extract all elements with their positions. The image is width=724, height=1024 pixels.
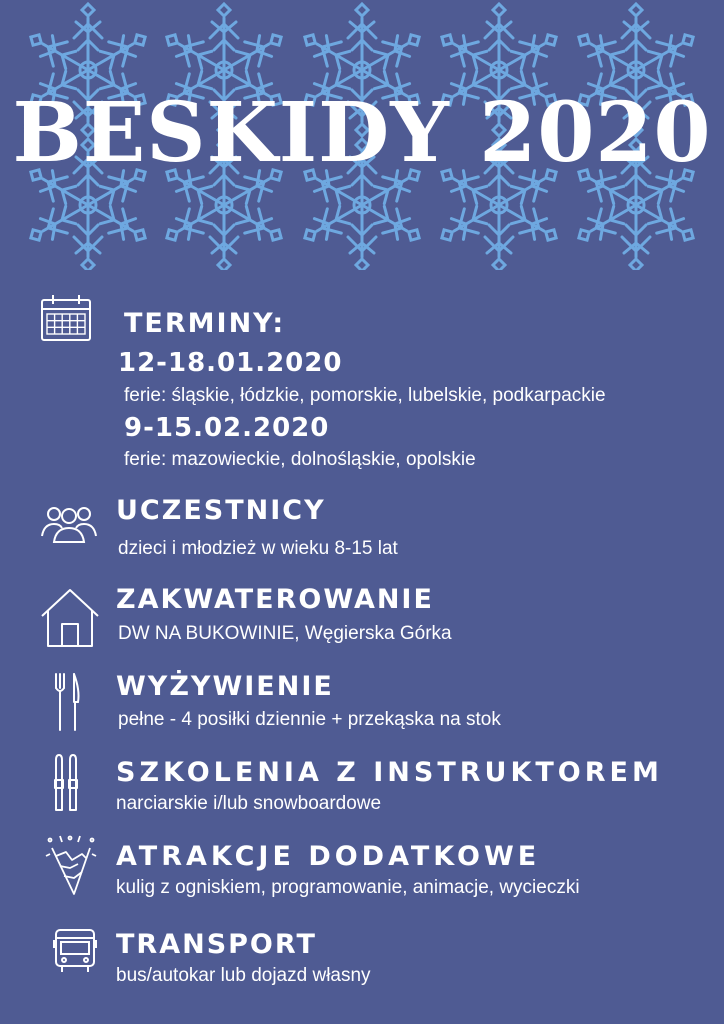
atrakcje-text: kulig z ogniskiem, programowanie, animacje, wycieczki	[116, 877, 580, 898]
term-date-1: 12-18.01.2020	[118, 348, 343, 378]
wyzywienie-heading: WYŻYWIENIE	[116, 671, 334, 702]
fork-knife-icon	[52, 672, 82, 734]
skis-icon	[52, 754, 80, 812]
szkolenia-text: narciarskie i/lub snowboardowe	[116, 793, 382, 814]
party-popper-icon	[44, 834, 98, 896]
atrakcje-heading: ATRAKCJE DODATKOWE	[116, 841, 541, 872]
house-icon	[38, 586, 102, 650]
zakwaterowanie-text: DW NA BUKOWINIE, Węgierska Górka	[118, 623, 452, 644]
uczestnicy-heading: UCZESTNICY	[116, 495, 326, 526]
term-note-1: ferie: śląskie, łódzkie, pomorskie, lubelskie, podkarpackie	[124, 385, 606, 406]
calendar-icon	[40, 294, 92, 342]
people-icon	[40, 502, 98, 544]
szkolenia-heading: SZKOLENIA Z INSTRUKTOREM	[116, 757, 663, 788]
zakwaterowanie-heading: ZAKWATEROWANIE	[116, 584, 434, 615]
wyzywienie-text: pełne - 4 posiłki dziennie + przekąska na stok	[118, 709, 501, 730]
transport-text: bus/autokar lub dojazd własny	[116, 965, 371, 986]
terminy-heading: TERMINY:	[124, 308, 286, 339]
bus-icon	[52, 928, 98, 974]
term-date-2: 9-15.02.2020	[124, 413, 330, 443]
poster-title: BESKIDY 2020	[12, 85, 712, 181]
transport-heading: TRANSPORT	[116, 929, 317, 960]
term-note-2: ferie: mazowieckie, dolnośląskie, opolskie	[124, 449, 476, 470]
uczestnicy-text: dzieci i młodzież w wieku 8-15 lat	[118, 538, 398, 559]
